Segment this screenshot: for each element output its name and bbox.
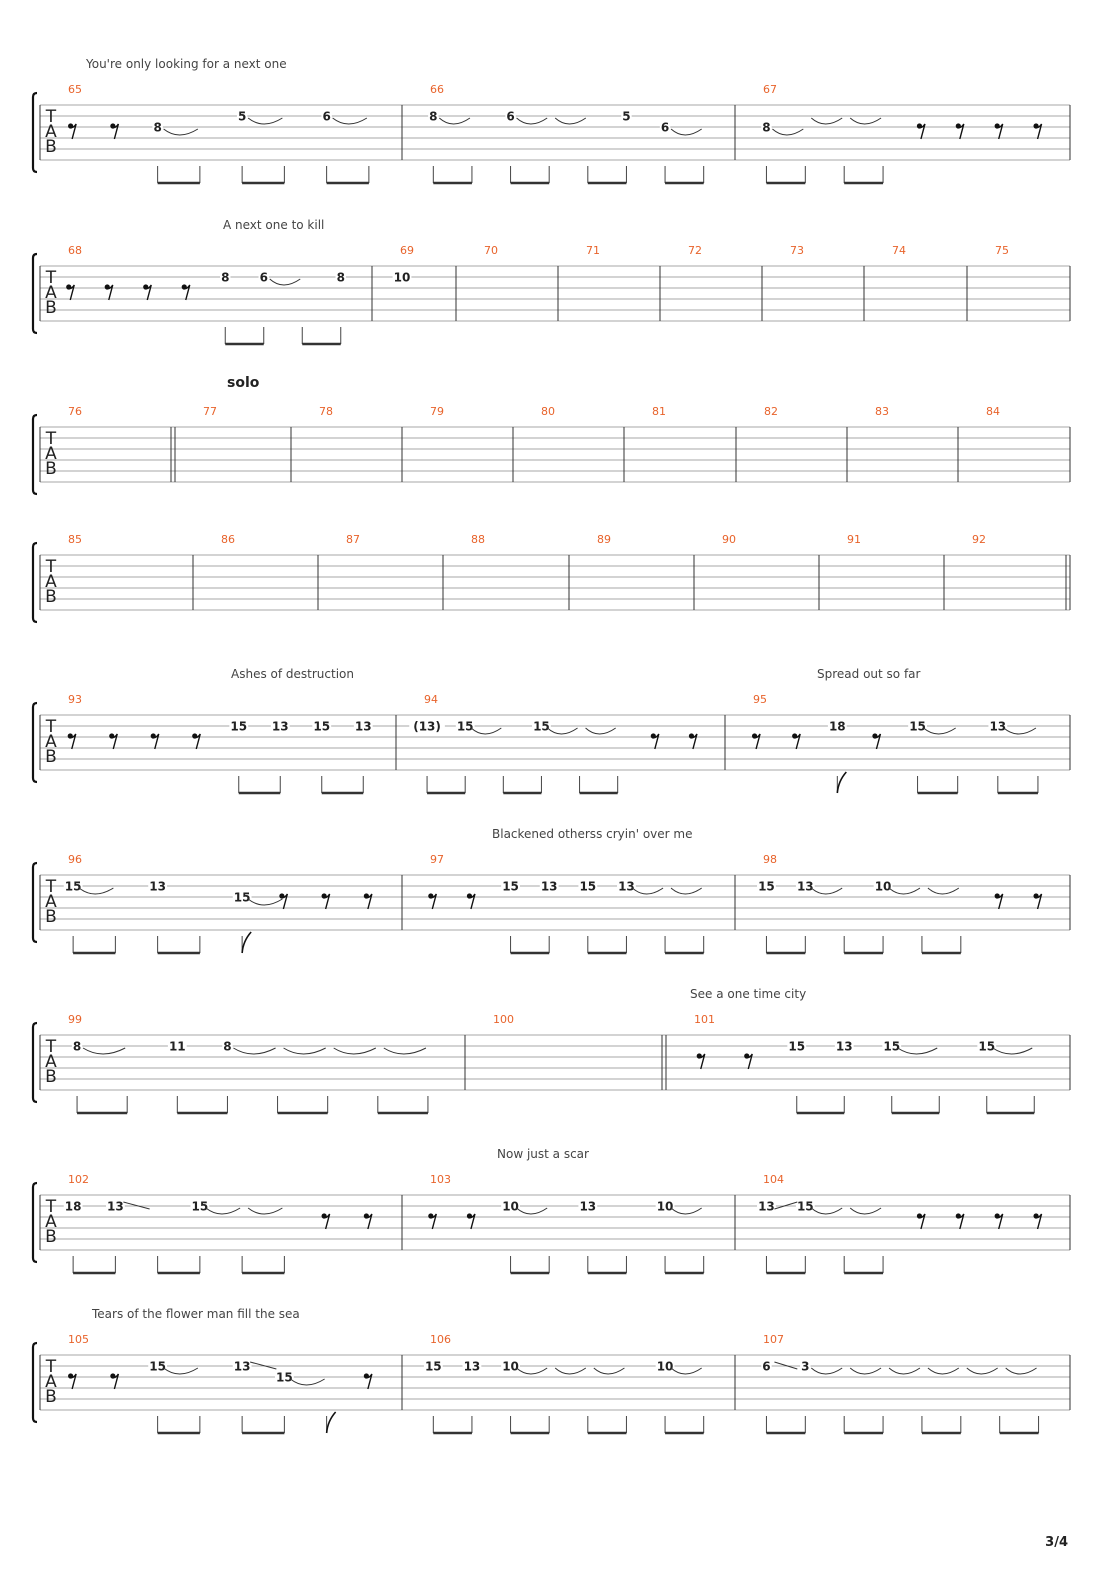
measure xyxy=(68,405,171,482)
tie-arc xyxy=(248,1208,282,1214)
measure-number: 100 xyxy=(493,1013,514,1026)
tab-clef-letter: A xyxy=(45,1052,57,1072)
fret-number: 6 xyxy=(259,270,268,285)
measure-number: 97 xyxy=(430,853,444,866)
section-label: solo xyxy=(227,375,260,391)
fret-number: 13 xyxy=(618,879,635,894)
tie-arc xyxy=(772,129,803,135)
tab-clef-letter: B xyxy=(45,298,57,318)
measure xyxy=(68,83,369,183)
measure-number: 94 xyxy=(424,693,438,706)
fret-number: 18 xyxy=(828,719,846,734)
measure xyxy=(752,693,1038,793)
tie-arc xyxy=(83,1048,125,1054)
tie-arc xyxy=(555,1368,586,1374)
fret-number: 10 xyxy=(656,1359,674,1374)
tie-arc xyxy=(79,888,113,894)
measure-number: 98 xyxy=(763,853,777,866)
tie-arc xyxy=(334,1048,376,1054)
fret-number: 13 xyxy=(463,1359,481,1374)
fret-number: 13 xyxy=(579,1199,597,1214)
tie-arc xyxy=(517,1368,548,1374)
system-bracket xyxy=(33,863,37,942)
tie-arc xyxy=(248,118,282,124)
measure-number: 85 xyxy=(68,533,82,546)
tab-clef-letter: T xyxy=(45,1357,57,1377)
measure-number: 96 xyxy=(68,853,82,866)
measure xyxy=(319,405,333,418)
slide-line xyxy=(774,1362,797,1369)
measure xyxy=(430,405,444,418)
fret-number: 13 xyxy=(149,879,166,894)
fret-number: 3 xyxy=(801,1359,810,1374)
measure xyxy=(722,533,736,546)
fret-number: 10 xyxy=(656,1199,674,1214)
measure-number: 77 xyxy=(203,405,217,418)
tab-system xyxy=(33,218,1070,344)
measure-number: 86 xyxy=(221,533,235,546)
slide-line xyxy=(774,1202,797,1209)
page-number: 3/4 xyxy=(1045,1535,1068,1550)
measure xyxy=(493,1013,662,1090)
measure-number: 105 xyxy=(68,1333,89,1346)
tab-clef-letter: B xyxy=(45,137,57,157)
measure-number: 102 xyxy=(68,1173,89,1186)
measure-number: 91 xyxy=(847,533,861,546)
fret-number: 13 xyxy=(540,879,558,894)
tab-clef-letter: A xyxy=(45,892,57,912)
tie-arc xyxy=(811,1368,842,1374)
tab-clef-letter: T xyxy=(45,717,57,737)
tie-arc xyxy=(233,1048,275,1054)
tab-clef-letter: B xyxy=(45,1387,57,1407)
measure xyxy=(995,244,1009,257)
fret-number: 8 xyxy=(223,1039,232,1054)
fret-number: 15 xyxy=(149,1359,166,1374)
measure-number: 78 xyxy=(319,405,333,418)
measure xyxy=(203,405,217,418)
fret-number: 8 xyxy=(153,120,162,135)
lyric-text: Blackened otherss cryin' over me xyxy=(492,827,693,841)
tie-arc xyxy=(811,118,842,124)
fret-number: 15 xyxy=(533,719,550,734)
measure-number: 75 xyxy=(995,244,1009,257)
measure xyxy=(64,853,372,953)
fret-number: 6 xyxy=(762,1359,771,1374)
measure xyxy=(221,533,235,546)
measure-number: 68 xyxy=(68,244,82,257)
measure-number: 65 xyxy=(68,83,82,96)
measure xyxy=(875,405,889,418)
tie-arc xyxy=(967,1368,998,1374)
measure xyxy=(428,1173,703,1273)
fret-number: 15 xyxy=(230,719,248,734)
measure-number: 107 xyxy=(763,1333,784,1346)
tie-arc xyxy=(993,1048,1033,1054)
lyric-text: Ashes of destruction xyxy=(231,667,354,681)
fret-number: 8 xyxy=(72,1039,82,1054)
fret-number: 15 xyxy=(276,1370,293,1385)
measure-number: 103 xyxy=(430,1173,451,1186)
measure xyxy=(761,1333,1038,1433)
lyric-text: Spread out so far xyxy=(817,667,921,681)
measure xyxy=(424,1333,704,1433)
fret-number: 15 xyxy=(424,1359,442,1374)
tie-arc xyxy=(671,129,702,135)
tab-clef-letter: A xyxy=(45,1212,57,1232)
fret-number: 10 xyxy=(502,1199,519,1214)
system-bracket xyxy=(33,543,37,622)
fret-number: 10 xyxy=(502,1359,519,1374)
measure xyxy=(409,693,697,793)
tie-arc xyxy=(1006,1368,1037,1374)
tab-clef-letter: A xyxy=(45,732,57,752)
fret-number: 13 xyxy=(796,879,814,894)
measure xyxy=(892,244,906,257)
tab-clef-letter: A xyxy=(45,122,57,142)
measure-number: 82 xyxy=(764,405,778,418)
measure-number: 106 xyxy=(430,1333,451,1346)
tab-clef-letter: A xyxy=(45,572,57,592)
measure-number: 104 xyxy=(763,1173,784,1186)
tab-clef-letter: B xyxy=(45,907,57,927)
measure xyxy=(597,533,611,546)
tab-clef-letter: T xyxy=(45,877,57,897)
tie-arc xyxy=(811,1208,842,1214)
tab-clef-letter: B xyxy=(45,459,57,479)
measure-number: 72 xyxy=(688,244,702,257)
tie-arc xyxy=(517,1208,548,1214)
tab-clef-letter: B xyxy=(45,1067,57,1087)
measure-number: 79 xyxy=(430,405,444,418)
measure xyxy=(694,1013,1034,1113)
tab-clef-letter: A xyxy=(45,1372,57,1392)
measure xyxy=(428,853,703,953)
system-bracket xyxy=(33,1343,37,1422)
measure xyxy=(393,244,414,285)
fret-number: 13 xyxy=(233,1359,251,1374)
measure xyxy=(986,405,1000,418)
tie-arc xyxy=(928,888,959,894)
measure-number: 84 xyxy=(986,405,1000,418)
lyric-text: Tears of the flower man fill the sea xyxy=(92,1307,300,1321)
measure-number: 76 xyxy=(68,405,82,418)
measure-number: 99 xyxy=(68,1013,82,1026)
tie-arc xyxy=(889,888,920,894)
tie-arc xyxy=(850,1208,881,1214)
tie-arc xyxy=(547,728,577,734)
fret-number: 8 xyxy=(336,270,345,285)
tie-arc xyxy=(471,728,501,734)
tab-clef-letter: T xyxy=(45,1197,57,1217)
fret-number: 13 xyxy=(107,1199,124,1214)
fret-number: 15 xyxy=(502,879,519,894)
tab-system xyxy=(33,827,1070,953)
tab-system xyxy=(33,57,1070,183)
fret-number: 15 xyxy=(313,719,331,734)
measure-number: 101 xyxy=(694,1013,715,1026)
fret-number: 15 xyxy=(233,890,251,905)
measure xyxy=(652,405,666,418)
slide-line xyxy=(250,1362,276,1369)
tab-system xyxy=(33,1147,1070,1273)
tie-arc xyxy=(206,1208,240,1214)
measure-number: 80 xyxy=(541,405,555,418)
tie-arc xyxy=(889,1368,920,1374)
tie-arc xyxy=(811,888,842,894)
note-flag xyxy=(242,932,251,953)
measure-number: 66 xyxy=(430,83,444,96)
tie-arc xyxy=(333,118,367,124)
measure xyxy=(757,1173,1042,1273)
tab-clef-letter: A xyxy=(45,283,57,303)
tie-arc xyxy=(671,1368,702,1374)
tab-clef-letter: T xyxy=(45,268,57,288)
fret-number: 5 xyxy=(237,109,247,124)
tab-system xyxy=(33,667,1070,793)
tab-clef-letter: T xyxy=(45,1037,57,1057)
system-bracket xyxy=(33,1183,37,1262)
system-bracket xyxy=(33,254,37,333)
fret-number: 13 xyxy=(989,719,1007,734)
measure xyxy=(428,83,704,183)
measure xyxy=(68,1333,372,1433)
measure-number: 83 xyxy=(875,405,889,418)
tie-arc xyxy=(290,1379,324,1385)
tab-clef-letter: T xyxy=(45,107,57,127)
tie-arc xyxy=(632,888,663,894)
fret-number: 15 xyxy=(456,719,474,734)
tie-arc xyxy=(1004,728,1036,734)
fret-number: 10 xyxy=(874,879,892,894)
measure xyxy=(761,83,1041,183)
fret-number: 10 xyxy=(393,270,411,285)
tie-arc xyxy=(898,1048,938,1054)
measure-number: 81 xyxy=(652,405,666,418)
measure-number: 92 xyxy=(972,533,986,546)
tab-clef-letter: A xyxy=(45,444,57,464)
tie-arc xyxy=(586,728,616,734)
fret-number: 6 xyxy=(506,109,515,124)
measure xyxy=(790,244,804,257)
tie-arc xyxy=(924,728,956,734)
fret-number: 11 xyxy=(168,1039,186,1054)
measure-number: 87 xyxy=(346,533,360,546)
note-flag xyxy=(327,1412,336,1433)
tie-arc xyxy=(164,1368,198,1374)
fret-number: (13) xyxy=(413,719,441,734)
measure xyxy=(68,533,82,546)
measure-number: 88 xyxy=(471,533,485,546)
measure-number: 95 xyxy=(753,693,767,706)
measure xyxy=(346,533,360,546)
fret-number: 15 xyxy=(978,1039,996,1054)
fret-number: 15 xyxy=(64,879,82,894)
tie-arc xyxy=(517,118,548,124)
tab-clef-letter: B xyxy=(45,587,57,607)
measure xyxy=(586,244,600,257)
fret-number: 13 xyxy=(354,719,372,734)
fret-number: 15 xyxy=(579,879,597,894)
measure xyxy=(66,244,346,344)
measure-number: 93 xyxy=(68,693,82,706)
measure xyxy=(688,244,702,257)
measure xyxy=(757,853,1042,953)
tab-system xyxy=(33,1307,1070,1433)
measure xyxy=(68,693,373,793)
tie-arc xyxy=(555,118,586,124)
fret-number: 18 xyxy=(64,1199,82,1214)
note-flag xyxy=(837,772,846,793)
tab-system xyxy=(33,987,1070,1113)
fret-number: 8 xyxy=(429,109,438,124)
fret-number: 5 xyxy=(622,109,631,124)
tie-arc xyxy=(439,118,470,124)
tab-clef-letter: B xyxy=(45,747,57,767)
fret-number: 13 xyxy=(835,1039,853,1054)
tie-arc xyxy=(671,1208,702,1214)
system-bracket xyxy=(33,93,37,172)
tab-system xyxy=(33,533,1070,622)
measure xyxy=(972,533,986,546)
tie-arc xyxy=(671,888,702,894)
fret-number: 13 xyxy=(271,719,289,734)
tie-arc xyxy=(594,1368,625,1374)
tie-arc xyxy=(270,279,301,285)
fret-number: 6 xyxy=(322,109,331,124)
lyric-text: You're only looking for a next one xyxy=(86,57,287,71)
measure-number: 90 xyxy=(722,533,736,546)
measure xyxy=(471,533,485,546)
system-bracket xyxy=(33,1023,37,1102)
lyric-text: Now just a scar xyxy=(497,1147,589,1161)
tab-clef-letter: T xyxy=(45,557,57,577)
tie-arc xyxy=(248,899,282,905)
fret-number: 8 xyxy=(221,270,230,285)
tie-arc xyxy=(384,1048,426,1054)
lyric-text: A next one to kill xyxy=(223,218,325,232)
tie-arc xyxy=(284,1048,326,1054)
fret-number: 15 xyxy=(191,1199,209,1214)
measure-number: 89 xyxy=(597,533,611,546)
tie-arc xyxy=(850,1368,881,1374)
fret-number: 13 xyxy=(758,1199,775,1214)
fret-number: 8 xyxy=(762,120,771,135)
fret-number: 15 xyxy=(796,1199,814,1214)
slide-line xyxy=(123,1202,149,1209)
measure xyxy=(764,405,778,418)
measure-number: 71 xyxy=(586,244,600,257)
measure-number: 69 xyxy=(400,244,414,257)
fret-number: 15 xyxy=(883,1039,901,1054)
measure-number: 67 xyxy=(763,83,777,96)
measure-number: 70 xyxy=(484,244,498,257)
fret-number: 15 xyxy=(758,879,775,894)
system-bracket xyxy=(33,415,37,494)
measure xyxy=(64,1173,372,1273)
tie-arc xyxy=(928,1368,959,1374)
measure xyxy=(68,1013,428,1113)
fret-number: 15 xyxy=(909,719,926,734)
measure-number: 73 xyxy=(790,244,804,257)
measure xyxy=(541,405,555,418)
tab-clef-letter: B xyxy=(45,1227,57,1247)
measure-number: 74 xyxy=(892,244,906,257)
tie-arc xyxy=(164,129,198,135)
tab-clef-letter: T xyxy=(45,429,57,449)
measure xyxy=(484,244,498,257)
measure xyxy=(847,533,861,546)
fret-number: 6 xyxy=(660,120,670,135)
lyric-text: See a one time city xyxy=(690,987,807,1001)
fret-number: 15 xyxy=(788,1039,806,1054)
system-bracket xyxy=(33,703,37,782)
tab-system xyxy=(33,375,1070,494)
tie-arc xyxy=(850,118,881,124)
